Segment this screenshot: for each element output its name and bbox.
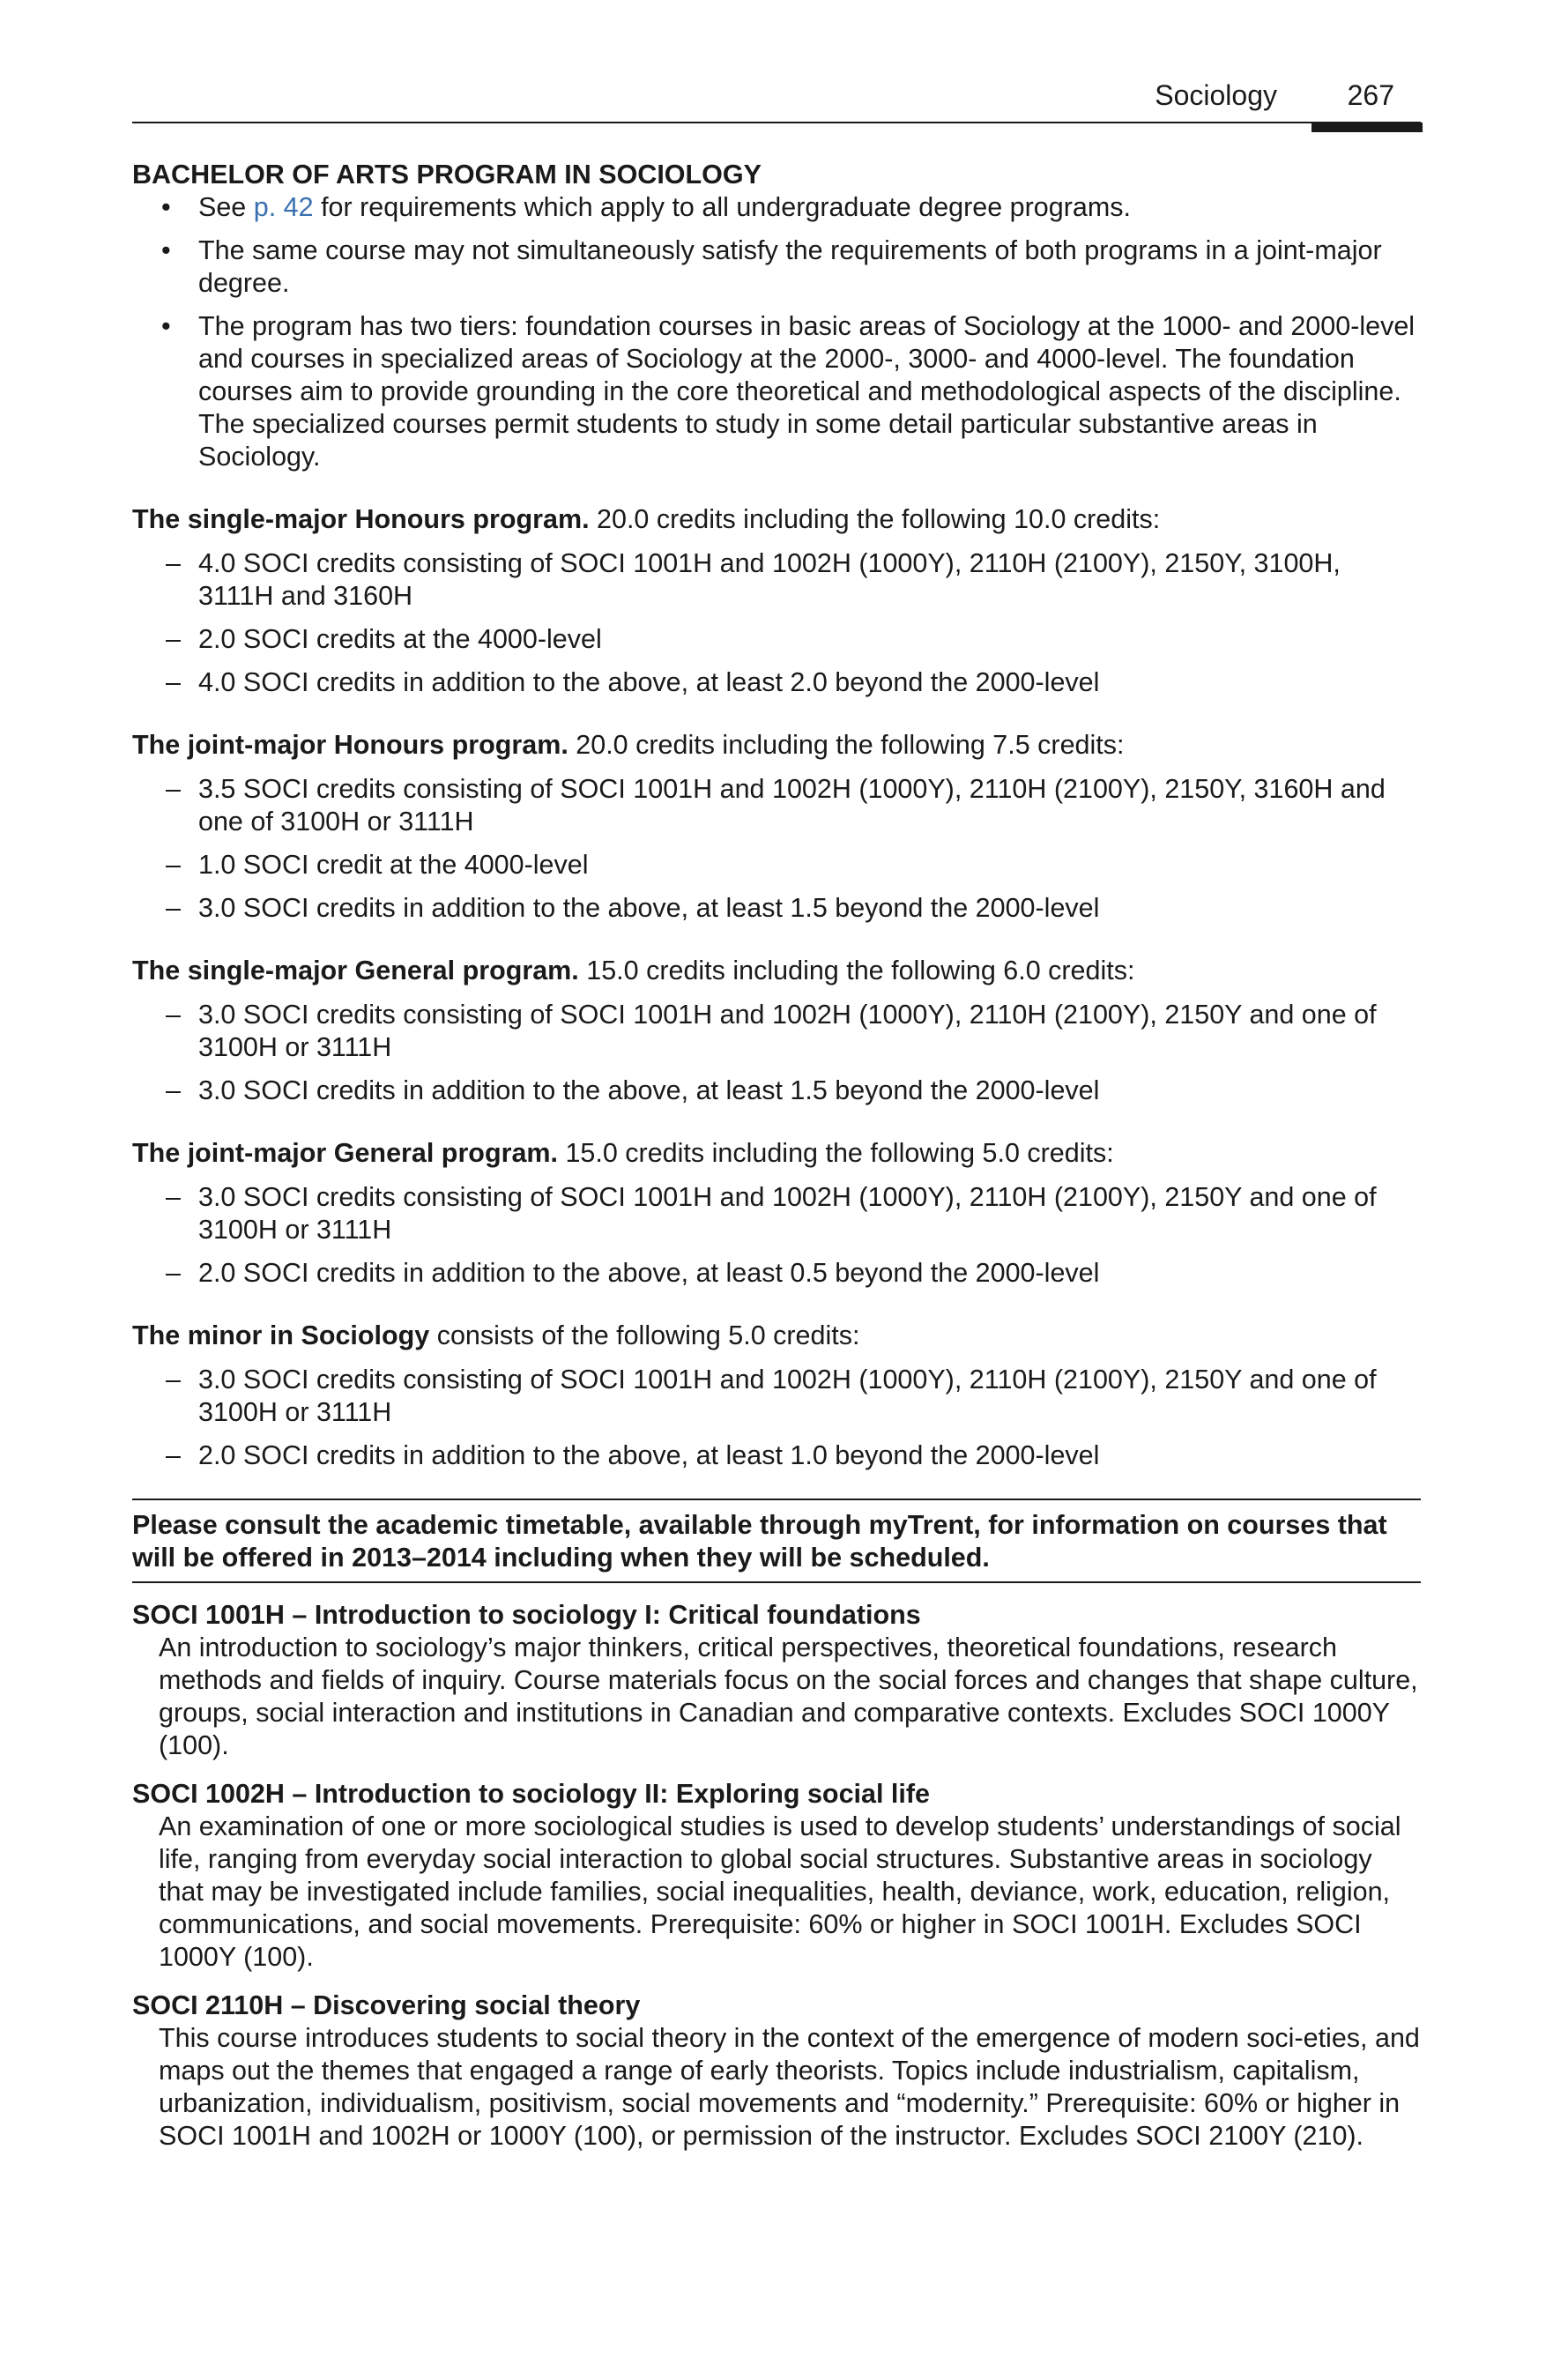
program-name: The joint-major General program. <box>132 1138 558 1168</box>
program-note <box>132 191 1421 224</box>
requirement-text: 2.0 SOCI credits in addition to the above, at least 1.0 beyond the 2000-level <box>198 1440 1100 1470</box>
dash-icon: – <box>166 1365 181 1395</box>
course-title: SOCI 1001H – Introduction to sociology I: Critical foundations <box>132 1600 921 1630</box>
course-title: SOCI 2110H – Discovering social theory <box>132 1990 641 2020</box>
bullet-icon: • <box>161 311 171 341</box>
requirement-item <box>132 1364 1421 1429</box>
program-note <box>132 310 1421 473</box>
dash-icon: – <box>166 1000 181 1030</box>
requirement-item <box>132 623 1421 656</box>
requirement-text: 2.0 SOCI credits at the 4000-level <box>198 624 602 654</box>
header-section-title: Sociology <box>1155 79 1277 111</box>
program-notes-list <box>132 191 1421 473</box>
requirement-text: 2.0 SOCI credits in addition to the above, at least 0.5 beyond the 2000-level <box>198 1258 1100 1288</box>
requirement-item <box>132 849 1421 881</box>
course-entry <box>132 1990 1421 2153</box>
running-header <box>132 71 1421 123</box>
dash-icon: – <box>166 774 181 804</box>
requirement-item <box>132 892 1421 925</box>
requirement-item <box>132 1257 1421 1290</box>
note-text: The program has two tiers: foundation courses in basic areas of Sociology at the 1000- and 2000-level and courses in specialized areas of Sociology at the 2000-, 3000- and 4000-level. The foundation courses aim to provide grounding in the core theoretical and methodological aspects of the discipline. The specialized courses permit students to study in some detail particular substantive areas in Sociology. <box>198 311 1416 472</box>
requirement-text: 3.0 SOCI credits in addition to the above, at least 1.5 beyond the 2000-level <box>198 893 1100 923</box>
bullet-icon: • <box>161 192 171 222</box>
requirement-text: 4.0 SOCI credits in addition to the above, at least 2.0 beyond the 2000-level <box>198 667 1100 697</box>
requirement-text: 4.0 SOCI credits consisting of SOCI 1001H and 1002H (1000Y), 2110H (2100Y), 2150Y, 3100H, 3111H and 3160H <box>198 548 1341 611</box>
note-text: See <box>198 192 254 222</box>
program-credits: 15.0 credits including the following 5.0 credits: <box>558 1138 1114 1168</box>
header-tab-bar <box>1312 123 1423 132</box>
program-block <box>132 503 1421 699</box>
requirement-item <box>132 1439 1421 1472</box>
dash-icon: – <box>166 1182 181 1212</box>
dash-icon: – <box>166 667 181 697</box>
program-name: The minor in Sociology <box>132 1320 430 1350</box>
program-name: The single-major Honours program. <box>132 504 590 534</box>
program-block <box>132 955 1421 1107</box>
dash-icon: – <box>166 893 181 923</box>
page-number: 267 <box>1347 79 1394 111</box>
course-description: An examination of one or more sociological studies is used to develop students’ understandings of social life, ranging from everyday social interaction to global social structures. Substantive areas in sociology that may be investigated include families, social inequalities, health, deviance, work, education, religion, communications, and social movements. Prerequisite: 60% or higher in SOCI 1001H. Excludes SOCI 1000Y (100). <box>159 1811 1401 1972</box>
requirement-item <box>132 1075 1421 1107</box>
requirement-text: 3.5 SOCI credits consisting of SOCI 1001H and 1002H (1000Y), 2110H (2100Y), 2150Y, 3160H and one of 3100H or 3111H <box>198 774 1386 837</box>
note-text: The same course may not simultaneously satisfy the requirements of both programs in a joint-major degree. <box>198 235 1382 298</box>
requirement-item <box>132 999 1421 1064</box>
dash-icon: – <box>166 1075 181 1105</box>
requirement-text: 3.0 SOCI credits consisting of SOCI 1001H and 1002H (1000Y), 2110H (2100Y), 2150Y and one of 3100H or 3111H <box>198 1182 1377 1245</box>
dash-icon: – <box>166 548 181 578</box>
course-description: This course introduces students to social theory in the context of the emergence of modern soci-eties, and maps out the themes that engaged a range of early theorists. Topics include industrialism, capitalism, urbanization, individualism, positivism, social movements and “modernity.” Prerequisite: 60% or higher in SOCI 1001H and 1002H or 1000Y (100), or permission of the instructor. Excludes SOCI 2100Y (210). <box>159 2023 1420 2151</box>
bullet-icon: • <box>161 235 171 265</box>
course-description: An introduction to sociology’s major thinkers, critical perspectives, theoretical foundations, research methods and fields of inquiry. Course materials focus on the social forces and changes that shape culture, groups, social interaction and institutions in Canadian and comparative contexts. Excludes SOCI 1000Y (100). <box>159 1633 1418 1760</box>
course-title: SOCI 1002H – Introduction to sociology II: Exploring social life <box>132 1779 930 1809</box>
course-entry <box>132 1778 1421 1974</box>
program-credits: 20.0 credits including the following 10.0 credits: <box>589 504 1161 534</box>
timetable-notice: Please consult the academic timetable, available through myTrent, for information on courses that will be offered in 2013–2014 including when they will be scheduled. <box>132 1499 1421 1583</box>
program-heading: BACHELOR OF ARTS PROGRAM IN SOCIOLOGY <box>132 160 762 190</box>
note-text: for requirements which apply to all undergraduate degree programs. <box>313 192 1131 222</box>
dash-icon: – <box>166 1258 181 1288</box>
requirement-text: 3.0 SOCI credits in addition to the above, at least 1.5 beyond the 2000-level <box>198 1075 1100 1105</box>
dash-icon: – <box>166 1440 181 1470</box>
program-name: The joint-major Honours program. <box>132 730 568 760</box>
page <box>132 71 1421 2153</box>
course-entry <box>132 1599 1421 1762</box>
requirement-item <box>132 1181 1421 1246</box>
requirement-item <box>132 547 1421 613</box>
program-block <box>132 1137 1421 1290</box>
program-credits: consists of the following 5.0 credits: <box>429 1320 860 1350</box>
requirement-text: 3.0 SOCI credits consisting of SOCI 1001H and 1002H (1000Y), 2110H (2100Y), 2150Y and one of 3100H or 3111H <box>198 1365 1377 1427</box>
requirement-text: 1.0 SOCI credit at the 4000-level <box>198 850 589 880</box>
dash-icon: – <box>166 624 181 654</box>
program-block <box>132 1320 1421 1472</box>
program-block <box>132 729 1421 925</box>
requirement-text: 3.0 SOCI credits consisting of SOCI 1001H and 1002H (1000Y), 2110H (2100Y), 2150Y and one of 3100H or 3111H <box>198 1000 1377 1062</box>
dash-icon: – <box>166 850 181 880</box>
program-credits: 15.0 credits including the following 6.0 credits: <box>578 956 1135 985</box>
page-link[interactable]: p. 42 <box>253 192 314 222</box>
program-note <box>132 234 1421 300</box>
program-name: The single-major General program. <box>132 956 579 985</box>
program-credits: 20.0 credits including the following 7.5 credits: <box>568 730 1125 760</box>
requirement-item <box>132 773 1421 838</box>
requirement-item <box>132 666 1421 699</box>
